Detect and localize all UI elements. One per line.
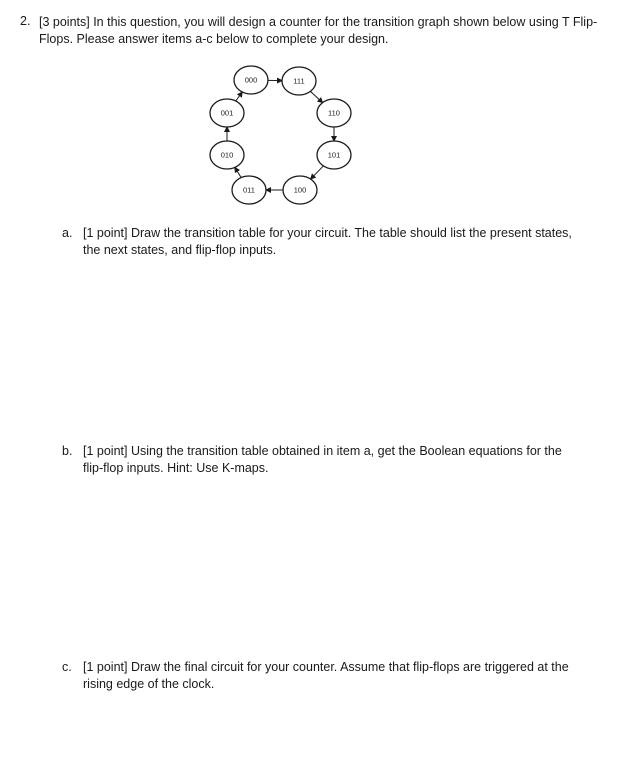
item-c-text: [1 point] Draw the final circuit for your counter. Assume that flip-flops are triggered at the rising edge of the clock. [83, 660, 569, 691]
state-node-111 [282, 67, 316, 95]
state-label: 110 [328, 108, 340, 118]
state-label: 010 [220, 150, 234, 160]
state-label: 000 [244, 75, 258, 85]
state-label: 111 [293, 76, 305, 86]
question-text: [3 points] In this question, you will design a counter for the transition graph shown below using T Flip-Flops. Please answer items a-c below to complete your design. [39, 15, 598, 46]
transition-arrow-111-to-110 [310, 91, 322, 102]
state-node-001 [210, 99, 244, 127]
item-a-text: [1 point] Draw the transition table for your circuit. The table should list the present states, the next states, and flip-flop inputs. [83, 226, 572, 257]
transition-arrow-011-to-010 [235, 167, 241, 177]
state-node-010 [210, 141, 244, 169]
transition-arrow-101-to-100 [311, 166, 324, 179]
state-node-011 [232, 176, 266, 204]
item-b-letter: b. [62, 444, 73, 458]
state-label: 011 [243, 185, 255, 195]
state-node-000 [234, 66, 268, 94]
item-c-letter: c. [62, 660, 72, 674]
state-node-101 [317, 141, 351, 169]
state-label: 100 [293, 185, 307, 195]
item-b-text: [1 point] Using the transition table obtained in item a, get the Boolean equations for the flip-flop inputs. Hint: Use K-maps. [83, 444, 562, 475]
state-label: 101 [327, 150, 341, 160]
state-node-110 [317, 99, 351, 127]
question-number: 2. [20, 14, 31, 28]
state-node-100 [283, 176, 317, 204]
transition-arrow-001-to-000 [236, 92, 243, 101]
item-a-letter: a. [62, 226, 73, 240]
state-label: 001 [220, 108, 234, 118]
